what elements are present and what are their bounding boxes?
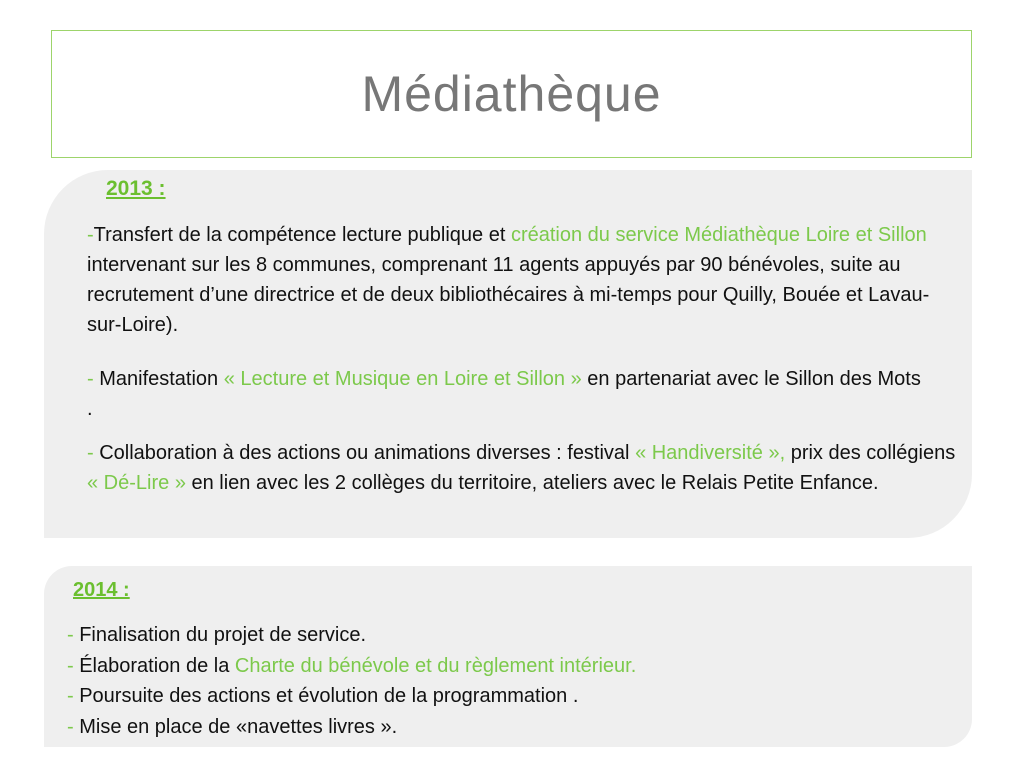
text: Manifestation [99,368,224,390]
highlight-text: création du service Médiathèque Loire et Sillon [510,224,927,246]
text: Poursuite des actions et évolution de la programmation . [79,685,579,707]
text: Finalisation du projet de service. [79,624,367,646]
text: Collaboration à des actions ou animations diverses : festival [99,442,636,464]
dash: - [67,624,80,646]
text: Mise en place de «navettes livres ». [79,715,398,738]
highlight-text: « Lecture et Musique en Loire et Sillon » [223,368,588,390]
dash: - [67,654,80,677]
text: prix des collégiens [785,442,956,464]
dash: - [67,715,80,738]
title-box [51,30,972,158]
list-item [67,681,636,712]
year-2013-heading: 2013 : [106,177,166,200]
text: en partenariat avec le Sillon des Mots . [87,368,921,420]
page-title: Médiathèque [361,66,662,122]
highlight-text: « Dé-Lire » [87,472,186,494]
paragraph-transfert [87,220,962,340]
paragraph-collaboration [87,438,957,498]
text: intervenant sur les 8 communes, comprenant 11 agents appuyés par 90 bénévoles, suite au recrutement d’une directrice et de deux bibliothécaires à mi-temps pour Quilly, Bouée et Lavau-sur-Loire). [87,254,930,336]
list-item [67,651,636,682]
dash: - [87,368,100,390]
dash: - [87,442,100,464]
list-2014 [67,620,636,742]
dash: - [67,685,80,707]
list-item [67,620,636,651]
text: Élaboration de la [79,654,235,677]
highlight-text: Charte du bénévole et du règlement intérieur. [234,654,637,677]
year-2014-heading: 2014 : [73,579,130,601]
paragraph-manifestation [87,364,927,424]
list-item [67,712,636,743]
dash: - [87,224,94,246]
text: Transfert de la compétence lecture publique et [93,224,511,246]
text: en lien avec les 2 collèges du territoire, ateliers avec le Relais Petite Enfance. [185,472,879,494]
highlight-text: « Handiversité », [635,442,786,464]
